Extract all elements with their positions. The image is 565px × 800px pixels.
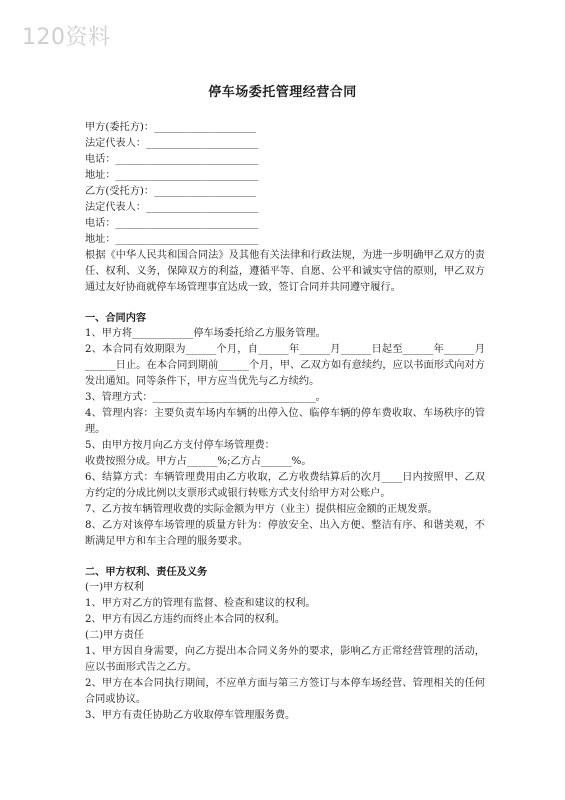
party-b-phone-line: 电话：____________________________ <box>85 218 259 229</box>
watermark-logo: 120资料 <box>22 25 111 50</box>
clause-item: 2、甲方有因乙方违约而终止本合同的权利。 <box>85 614 286 625</box>
clause-item: 4、管理内容：主要负责车场内车辆的出停入位、临停车辆的停车费收取、车场秩序的管理。 <box>85 408 485 435</box>
subsection-heading-responsibilities: (二)甲方责任 <box>85 630 144 641</box>
party-b-address-line: 地址：____________________________ <box>85 234 259 245</box>
clause-item: 8、乙方对该停车场管理的质量方针为：停放安全、出入方便、整洁有序、和谐美观，不断满足甲方和车主合理的服务要求。 <box>85 520 485 547</box>
clause-item: 1、甲方将____________停车场委托给乙方服务管理。 <box>85 328 326 339</box>
party-a-representative-line: 法定代表人：______________________ <box>85 138 259 149</box>
subsection-heading-rights: (一)甲方权利 <box>85 582 144 593</box>
clause-item: 5、由甲方按月向乙方支付停车场管理费： <box>85 440 275 451</box>
clause-item: 1、甲方对乙方的管理有监督、检查和建议的权利。 <box>85 598 316 609</box>
clause-item: 7、乙方按车辆管理收费的实际金额为甲方（业主）提供相应金额的正规发票。 <box>85 504 438 515</box>
party-a-line: 甲方(委托方)：____________________ <box>85 122 256 133</box>
party-b-representative-line: 法定代表人：______________________ <box>85 202 259 213</box>
section-heading-party-a-rights: 二、甲方权利、责任及义务 <box>85 566 208 578</box>
party-b-line: 乙方(受托方)：____________________ <box>85 186 256 197</box>
party-a-phone-line: 电话：____________________________ <box>85 154 259 165</box>
contract-body <box>85 120 485 724</box>
clause-item: 3、甲方有责任协助乙方收取停车管理服务费。 <box>85 710 296 721</box>
clause-item: 收费按照分成。甲方占______%;乙方占______%。 <box>85 456 312 467</box>
clause-item: 3、管理方式：________________________________。 <box>85 392 326 403</box>
document-title: 停车场委托管理经营合同 <box>208 85 357 100</box>
clause-item: 6、结算方式：车辆管理费用由乙方收取，乙方收费结算后的次月____日内按照甲、乙双方约定的分成比例以支票形式或银行转账方式支付给甲方对公账户。 <box>85 472 485 499</box>
section-heading-contract-content: 一、合同内容 <box>85 312 147 324</box>
clause-item: 2、本合同有效期限为______个月，自______年______月______日起至______年______月______日止。在本合同到期前______个月，甲、乙双方如有意续约，应以书面形式向对方发出通知。同等条件下，甲方应当优先与乙方续约。 <box>85 344 485 387</box>
preamble-paragraph: 根据《中华人民共和国合同法》及其他有关法律和行政法规，为进一步明确甲乙双方的责任、权利、义务，保障双方的利益，遵循平等、自愿、公平和诚实守信的原则，甲乙双方通过友好协商就停车场管理事宜达成一致，签订合同并共同遵守履行。 <box>85 250 485 293</box>
clause-item: 2、甲方在本合同执行期间，不应单方面与第三方签订与本停车场经营、管理相关的任何合同或协议。 <box>85 678 485 705</box>
party-a-address-line: 地址：____________________________ <box>85 170 259 181</box>
clause-item: 1、甲方因自身需要，向乙方提出本合同义务外的要求，影响乙方正常经营管理的活动，应以书面形式告之乙方。 <box>85 646 485 673</box>
